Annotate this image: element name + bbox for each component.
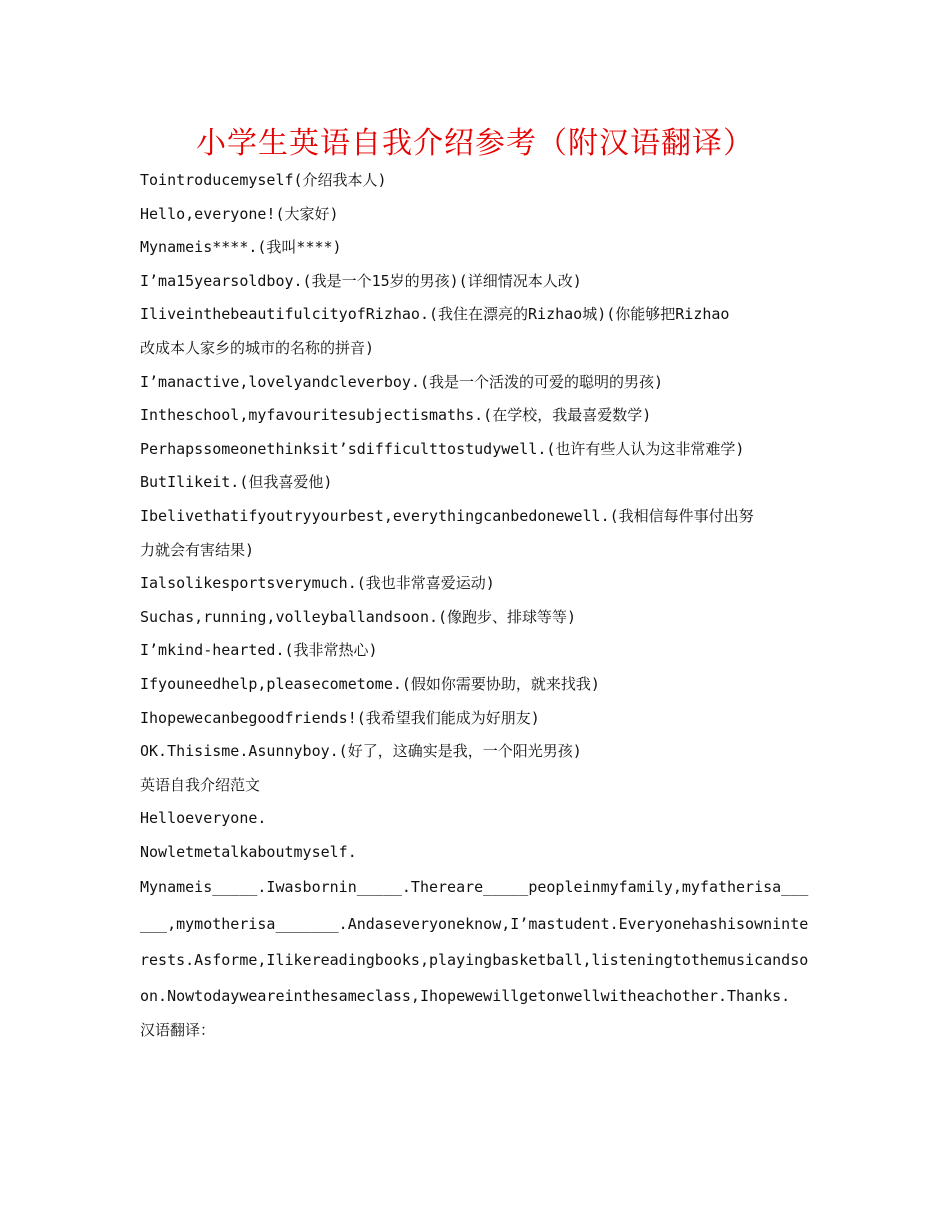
section-heading: 英语自我介绍范文: [140, 775, 261, 794]
text-line: Mynameis****.(我叫****): [140, 238, 342, 257]
text-line: I’mkind-hearted.(我非常热心): [140, 641, 378, 660]
text-line: IliveinthebeautifulcityofRizhao.(我住在漂亮的Rizhao城)(你能够把Rizhao: [140, 305, 730, 324]
document-body: [140, 164, 812, 1048]
text-line: Ialsolikesportsverymuch.(我也非常喜爱运动): [140, 574, 495, 593]
sample-paragraph: Mynameis_____.Iwasbornin_____.Thereare_____peopleinmyfamily,myfatherisa______,mymotherisa_______.Andaseveryoneknow,I’mastudent.Everyonehashisowninterests.Asforme,Ilikereadingbooks,playingbasketball,listeningtothemusicandsoon.Nowtodayweareinthesameclass,Ihopewewillgetonwellwitheachother.Thanks.: [140, 878, 809, 1006]
text-line: I’ma15yearsoldboy.(我是一个15岁的男孩)(详细情况本人改): [140, 271, 582, 290]
text-line: Perhapssomeonethinksit’sdifficulttostudywell.(也许有些人认为这非常难学): [140, 439, 745, 458]
text-line: 改成本人家乡的城市的名称的拼音): [140, 338, 375, 357]
text-line: ButIlikeit.(但我喜爱他): [140, 473, 333, 492]
text-line: OK.Thisisme.Asunnyboy.(好了，这确实是我，一个阳光男孩): [140, 742, 582, 761]
text-line: Ihopewecanbegoodfriends!(我希望我们能成为好朋友): [140, 708, 540, 727]
section-heading: 汉语翻译：: [140, 1021, 216, 1040]
text-line: Hello,everyone!(大家好): [140, 204, 339, 223]
text-line: Helloeveryone.: [140, 809, 267, 828]
text-line: Intheschool,myfavouritesubjectismaths.(在学校，我最喜爱数学): [140, 406, 652, 425]
text-line: 力就会有害结果): [140, 540, 255, 559]
document-title: 小学生英语自我介绍参考（附汉语翻译）: [196, 126, 754, 161]
text-line: Tointroducemyself(介绍我本人): [140, 171, 387, 189]
text-line: Ibelivethatifyoutryyourbest,everythingcanbedonewell.(我相信每件事付出努: [140, 506, 754, 525]
text-line: I’manactive,lovelyandcleverboy.(我是一个活泼的可爱的聪明的男孩): [140, 372, 664, 391]
text-line: Nowletmetalkaboutmyself.: [140, 842, 357, 861]
text-line: Suchas,running,volleyballandsoon.(像跑步、排球等等): [140, 607, 577, 626]
text-line: Ifyouneedhelp,pleasecometome.(假如你需要协助，就来找我): [140, 674, 600, 693]
